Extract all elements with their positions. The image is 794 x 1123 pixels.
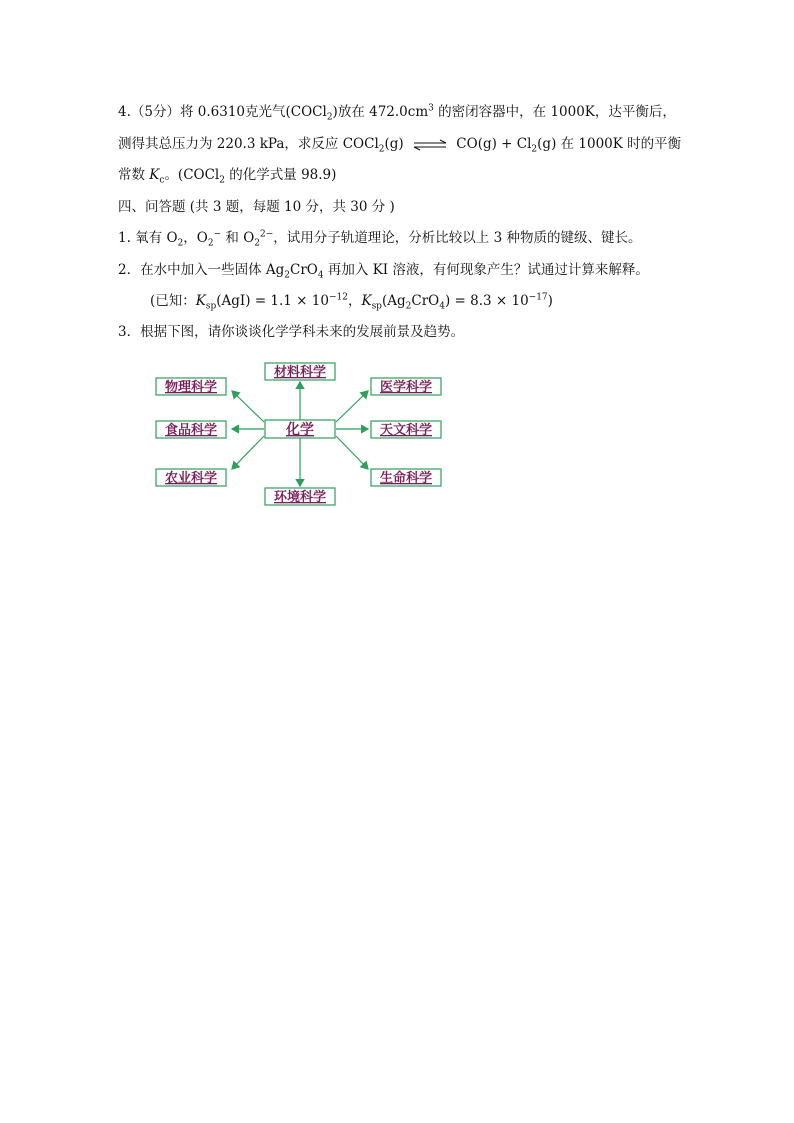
center-label: 化学 (286, 422, 314, 438)
node-bottom-label: 环境科学 (273, 490, 327, 505)
node-right-mid-label: 天文科学 (379, 423, 433, 438)
question-2-known: (已知：$K_{sp}(AgI) = 1.1 \times 10^{-12}$，$K_{sp}(Ag_2CrO_4) = 8.3 \times 10^{-17}$) (150, 292, 553, 312)
question-3: 3．根据下图，请你谈谈化学学科未来的发展前景及趋势。 (118, 324, 465, 340)
q4-line-1: 4.（5分）将 0.6310克光气(COCl$_2$)放在 $472.0cm^3$ 的密闭容器中，在 1000K，达平衡后， (118, 103, 676, 123)
arrow-to-right-top (336, 391, 368, 422)
q4-line-3: 常数 $K_c$。(COCl$_2$ 的化学式量 98.9) (118, 167, 337, 186)
section-header: 四、问答题 (共 3 题，每题 10 分，共 30 分 ) (118, 199, 395, 215)
arrow-to-right-bottom (336, 436, 368, 469)
q4-line-2: 测得其总压力为 220.3 kPa，求反应 COCl$_2$(g) $CO(g) + Cl_2(g)$ 在 1000K 时的平衡 (118, 136, 682, 155)
chemistry-diagram (150, 358, 450, 513)
node-top-label: 材料科学 (273, 365, 327, 380)
node-left-top-label: 物理科学 (164, 380, 218, 395)
node-right-top-label: 医学科学 (379, 380, 433, 395)
node-left-bottom-label: 农业科学 (164, 471, 218, 486)
node-left-mid-label: 食品科学 (164, 423, 218, 438)
question-1: 1. 氧有 $O_2$，$O_2^-$ 和 $O_2^{2-}$，试用分子轨道理论，分析比较以上 3 种物质的键级、键长。 (118, 229, 642, 249)
arrow-to-left-bottom (232, 436, 264, 469)
question-2: 2．在水中加入一些固体 $Ag_2CrO_4$ 再加入 KI 溶液，有何现象产生？试通过计算来解释。 (118, 262, 649, 281)
arrow-to-left-top (232, 391, 264, 422)
node-right-bottom-label: 生命科学 (379, 471, 433, 486)
equilibrium-arrow-icon (412, 139, 448, 151)
